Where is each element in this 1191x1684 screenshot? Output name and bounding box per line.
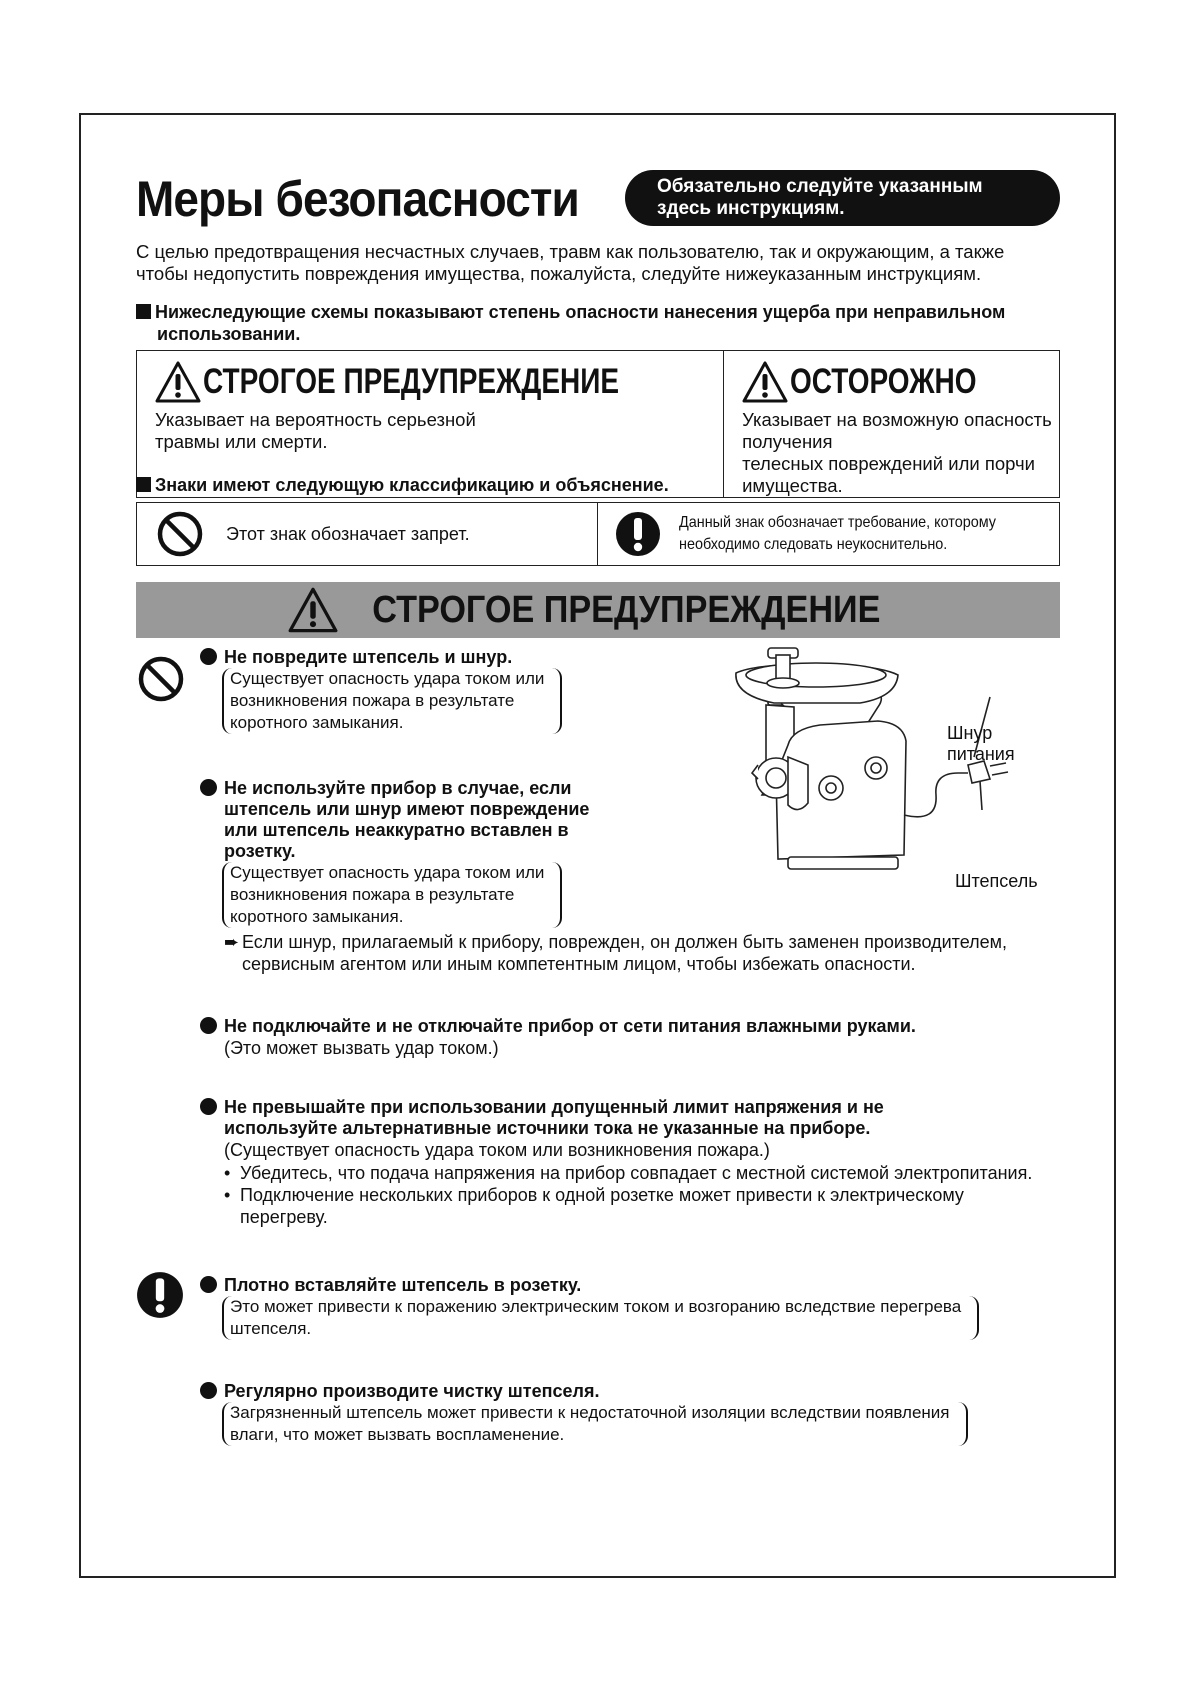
- item-2-heading-2: штепсель или шнур имеют повреждение: [224, 799, 590, 819]
- item-2-heading-3: или штепсель неаккуратно вставлен в: [224, 820, 569, 840]
- prohibition-icon: [156, 510, 204, 558]
- item-2-reason-2: возникновения пожара в результате: [230, 885, 515, 904]
- page-title: Меры безопасности: [136, 171, 579, 227]
- bullet-dot: [200, 1276, 217, 1293]
- signs-heading: [136, 475, 669, 496]
- signs-heading-text: Знаки имеют следующую классификацию и объяснение.: [155, 475, 669, 495]
- item-1-reason-3: коротного замыкания.: [230, 713, 404, 732]
- cord-label-1: Шнур: [947, 723, 993, 743]
- warning-level-desc-1: Указывает на вероятность серьезной: [155, 409, 476, 430]
- caution-level-desc-2: телесных повреждений или порчи имущества.: [742, 453, 1036, 496]
- mandatory-text-1: Данный знак обозначает требование, которому: [679, 514, 997, 531]
- bullet-dot: [200, 779, 217, 796]
- safety-item-1: [200, 647, 1080, 734]
- pill-line-2: здесь инструкциям.: [657, 198, 845, 219]
- bullet-dot: [200, 1098, 217, 1115]
- item-1-reason-1: Существует опасность удара током или: [230, 669, 545, 688]
- item-4-sub-2-cont: перегреву.: [240, 1207, 328, 1227]
- item-5-reason-1: Это может привести к поражению электрическим током и возгоранию вследствие перегрева: [230, 1297, 962, 1316]
- signs-table: [136, 502, 1060, 566]
- item-4-text: (Существует опасность удара током или возникновения пожара.): [224, 1140, 770, 1160]
- schemes-heading: [136, 301, 1071, 345]
- pill-line-1: Обязательно следуйте указанным: [657, 176, 983, 197]
- mandatory-icon: [136, 1270, 184, 1320]
- instruction-pill: [625, 170, 1060, 226]
- schemes-line-1: Нижеследующие схемы показывают степень опасности нанесения ущерба при неправильном: [155, 302, 1006, 322]
- item-2-reason-3: коротного замыкания.: [230, 907, 404, 926]
- item-3-text: (Это может вызвать удар током.): [224, 1038, 499, 1058]
- item-2-reason-1: Существует опасность удара током или: [230, 863, 545, 882]
- item-4-heading-2: используйте альтернативные источники тока не указанные на приборе.: [224, 1118, 871, 1138]
- prohibition-icon: [137, 655, 185, 703]
- item-1-heading: Не повредите штепсель и шнур.: [224, 647, 513, 667]
- warning-banner: [136, 582, 1060, 638]
- item-2-heading-4: розетку.: [224, 841, 296, 861]
- bullet-dot: [200, 1382, 217, 1399]
- safety-item-4: [200, 1097, 1080, 1228]
- warning-level-desc-2: травмы или смерти.: [155, 431, 328, 452]
- caution-triangle-icon: [742, 361, 788, 403]
- schemes-line-2: использовании.: [157, 324, 301, 344]
- square-bullet-icon: [136, 304, 151, 319]
- warning-level-title: СТРОГОЕ ПРЕДУПРЕЖДЕНИЕ: [203, 362, 620, 401]
- item-1-reason-2: возникновения пожара в результате: [230, 691, 515, 710]
- item-4-sublist: • Убедитесь, что подача напряжения на прибор совпадает с местной системой электропитания. • Подключение нескольких приборов к одной розетке может привести к электрическому перегреву.: [224, 1163, 1033, 1227]
- safety-item-3: [200, 1016, 1080, 1060]
- intro-line-2: чтобы недопустить повреждения имущества, пожалуйста, следуйте нижеуказанным инструкциям.: [136, 263, 982, 284]
- warning-triangle-icon: [288, 587, 338, 633]
- item-2-heading-1: Не используйте прибор в случае, если: [224, 778, 572, 798]
- item-4-sub-2: Подключение нескольких приборов к одной розетке может привести к электрическому: [240, 1185, 964, 1205]
- caution-level-title: ОСТОРОЖНО: [790, 362, 977, 401]
- arrow-right-icon: ➨: [224, 932, 240, 952]
- item-1-reason: [222, 668, 562, 734]
- prohibition-cell: [137, 503, 598, 566]
- mandatory-cell: [598, 503, 1060, 566]
- item-5-reason-2: штепселя.: [230, 1319, 312, 1338]
- warning-triangle-icon: [155, 361, 201, 403]
- intro-text: [136, 241, 1066, 285]
- intro-line-1: С целью предотвращения несчастных случаев, травм как пользователю, так и окружающим, а также: [136, 241, 1005, 262]
- bullet-dot: [200, 648, 217, 665]
- safety-item-6: [200, 1381, 1080, 1446]
- item-6-heading: Регулярно производите чистку штепселя.: [224, 1381, 600, 1401]
- safety-item-5: [200, 1275, 1080, 1340]
- item-5-reason: [222, 1296, 979, 1340]
- square-bullet-icon: [136, 477, 151, 492]
- item-5-heading: Плотно вставляйте штепсель в розетку.: [224, 1275, 582, 1295]
- item-4-heading-1: Не превышайте при использовании допущенный лимит напряжения и не: [224, 1097, 884, 1117]
- mandatory-icon: [615, 510, 661, 558]
- item-6-reason-1: Загрязненный штепсель может привести к недостаточной изоляции вследствии появления: [230, 1403, 950, 1422]
- prohibition-text: Этот знак обозначает запрет.: [226, 523, 470, 544]
- bullet-dot: [200, 1017, 217, 1034]
- caution-level-cell: [724, 351, 1060, 498]
- item-6-reason-2: влаги, что может вызвать воспламенение.: [230, 1425, 565, 1444]
- item-6-reason: [222, 1402, 968, 1446]
- item-3-heading: Не подключайте и не отключайте прибор от сети питания влажными руками.: [224, 1016, 916, 1036]
- safety-item-2: [200, 778, 1080, 975]
- item-2-note-2: сервисным агентом или иным компетентным лицом, чтобы избежать опасности.: [242, 954, 916, 974]
- caution-level-desc-1: Указывает на возможную опасность получения: [742, 409, 1052, 452]
- mandatory-text-2: необходимо следовать неукоснительно.: [679, 536, 948, 553]
- cord-label-2: питания: [947, 744, 1015, 764]
- item-4-sub-1: Убедитесь, что подача напряжения на прибор совпадает с местной системой электропитания.: [240, 1163, 1033, 1183]
- item-2-note-1: Если шнур, прилагаемый к прибору, поврежден, он должен быть заменен производителем,: [242, 932, 1008, 952]
- plug-label: Штепсель: [955, 871, 1038, 891]
- banner-title: СТРОГОЕ ПРЕДУПРЕЖДЕНИЕ: [371, 588, 881, 631]
- item-2-reason: [222, 862, 562, 928]
